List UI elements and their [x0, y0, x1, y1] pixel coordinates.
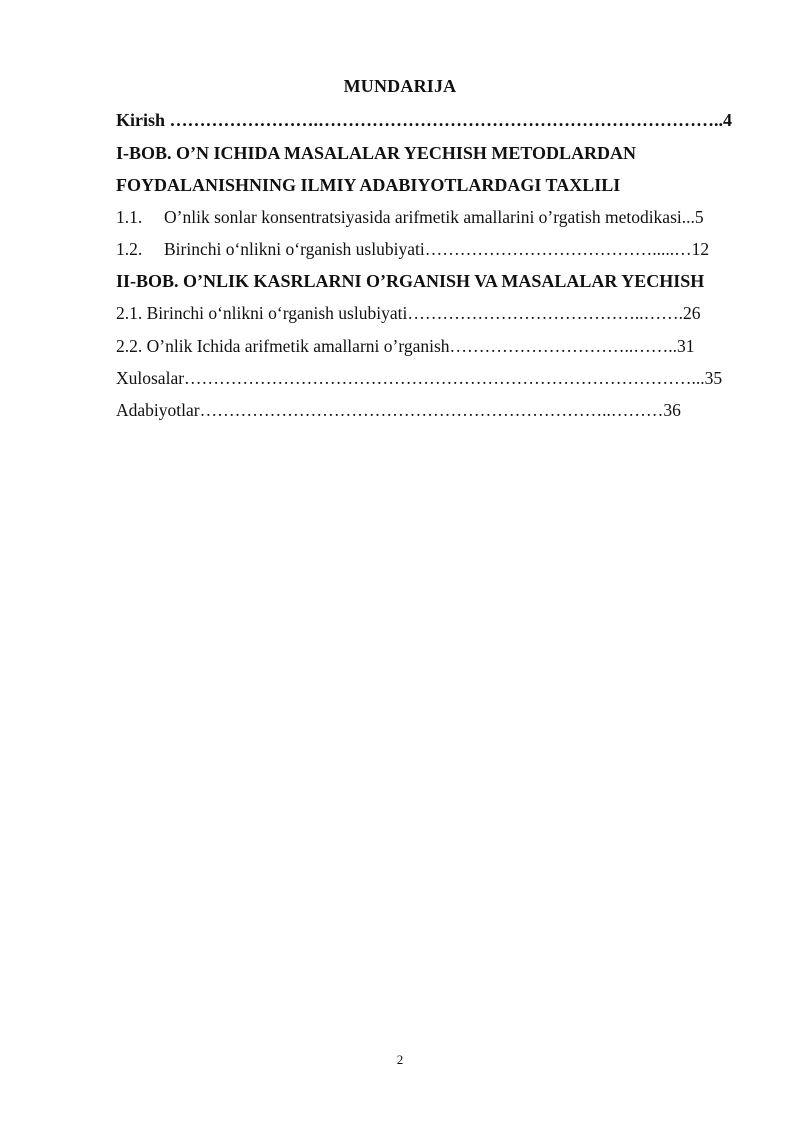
toc-chapter-1-heading-line-2	[116, 175, 742, 196]
toc-entry-adabiyotlar	[116, 400, 742, 421]
toc-entry-text: II-BOB. O’NLIK KASRLARNI O’RGANISH VA MASALALAR YECHISH	[116, 271, 705, 291]
toc-entry-text: 2.2. O’nlik Ichida arifmetik amallarni o’rganish…………………………..……..31	[116, 336, 695, 356]
page-number: 2	[396, 1052, 404, 1067]
toc-entry-kirish	[116, 110, 742, 131]
toc-entry-1-1	[116, 207, 742, 228]
toc-entry-text: Xulosalar……………………………………………………………………………...35	[116, 368, 723, 388]
toc-entry-text: Adabiyotlar……………………………………………………………..………36	[116, 400, 681, 420]
toc-entry-text: Kirish …………………….…………………………………………………………..4	[116, 110, 733, 130]
toc-chapter-1-heading-line-1	[116, 143, 742, 164]
toc-entry-xulosalar	[116, 368, 742, 389]
toc-entry-text: Birinchi oʻnlikni oʻrganish uslubiyati………………………………….....…12	[164, 239, 710, 259]
toc-entry-2-2	[116, 336, 742, 357]
toc-entry-2-1	[116, 303, 742, 324]
toc-entry-text: O’nlik sonlar konsentratsiyasida arifmetik amallarini o’rgatish metodikasi...5	[164, 207, 704, 227]
toc-entry-1-2	[116, 239, 742, 260]
toc-entry-text: 2.1. Birinchi oʻnlikni oʻrganish uslubiyati…………………………………..…….26	[116, 303, 701, 323]
toc-chapter-2-heading	[116, 271, 742, 292]
page-title: MUNDARIJA	[343, 76, 457, 96]
toc-entry-text: FOYDALANISHNING ILMIY ADABIYOTLARDAGI TAXLILI	[116, 175, 621, 195]
toc-entry-text: I-BOB. O’N ICHIDA MASALALAR YECHISH METODLARDAN	[116, 143, 637, 163]
toc-entry-number: 1.1.	[116, 207, 143, 227]
toc-entry-number: 1.2.	[116, 239, 143, 259]
